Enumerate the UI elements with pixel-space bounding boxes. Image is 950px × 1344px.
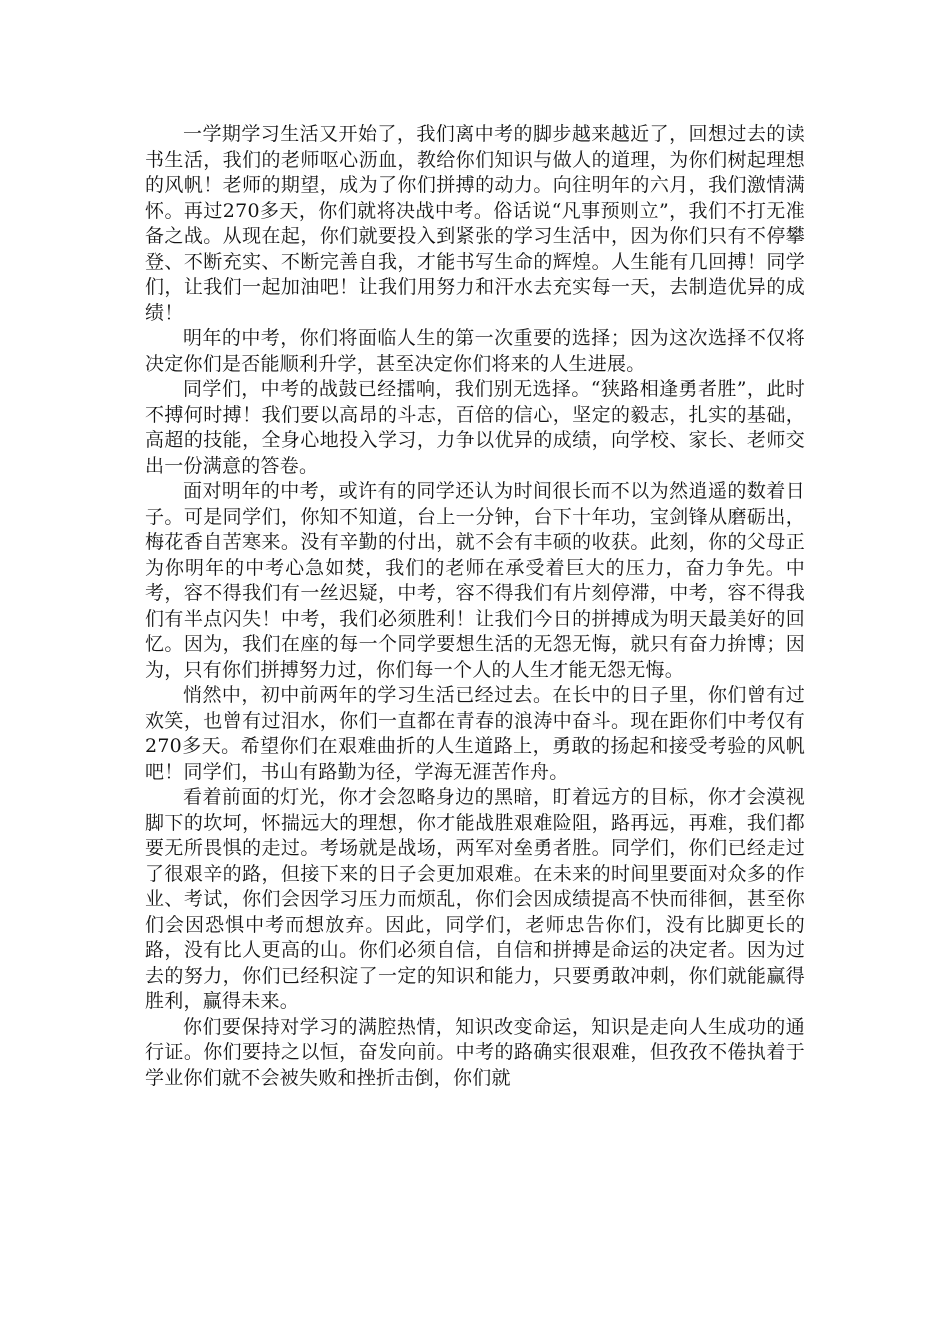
paragraph-5: 悄然中，初中前两年的学习生活已经过去。在长中的日子里，你们曾有过欢笑，也曾有过泪水，你们一直都在青春的浪涛中奋斗。现在距你们中考仅有270多天。希望你们在艰难曲折的人生道路上，勇敢的扬起和接受考验的风帆吧！同学们，书山有路勤为径，学海无涯苦作舟。 [145,684,805,783]
paragraph-4: 面对明年的中考，或许有的同学还认为时间很长而不以为然逍遥的数着日子。可是同学们，你知不知道，台上一分钟，台下十年功，宝剑锋从磨砺出，梅花香自苦寒来。没有辛勤的付出，就不会有丰硕的收获。此刻，你的父母正为你明年的中考心急如焚，我们的老师在承受着巨大的压力，奋力争先。中考，容不得我们有一丝迟疑，中考，容不得我们有片刻停滞，中考，容不得我们有半点闪失！中考，我们必须胜利！让我们今日的拼搏成为明天最美好的回忆。因为，我们在座的每一个同学要想生活的无怨无悔，就只有奋力拚博；因为，只有你们拼搏努力过，你们每一个人的人生才能无怨无悔。 [145,480,805,681]
paragraph-6: 看着前面的灯光，你才会忽略身边的黑暗，盯着远方的目标，你才会漠视脚下的坎坷，怀揣远大的理想，你才能战胜艰难险阻，路再远，再难，我们都要无所畏惧的走过。考场就是战场，两军对垒勇者胜。同学们，你们已经走过了很艰辛的路，但接下来的日子会更加艰难。在未来的时间里要面对众多的作业、考试，你们会因学习压力而烦乱，你们会因成绩提高不快而徘徊，甚至你们会因恐惧中考而想放弃。因此，同学们，老师忠告你们，没有比脚更长的路，没有比人更高的山。你们必须自信，自信和拼搏是命运的决定者。因为过去的努力，你们已经积淀了一定的知识和能力，只要勇敢冲刺，你们就能赢得胜利，赢得未来。 [145,786,805,1012]
paragraph-2: 明年的中考，你们将面临人生的第一次重要的选择；因为这次选择不仅将决定你们是否能顺利升学，甚至决定你们将来的人生进展。 [145,327,805,375]
paragraph-1: 一学期学习生活又开始了，我们离中考的脚步越来越近了，回想过去的读书生活，我们的老师呕心沥血，教给你们知识与做人的道理，为你们树起理想的风帆！老师的期望，成为了你们拼搏的动力。向往明年的六月，我们激情满怀。再过270多天，你们就将决战中考。俗话说“凡事预则立”，我们不打无准备之战。从现在起，你们就要投入到紧张的学习生活中，因为你们只有不停攀登、不断充实、不断完善自我，才能书写生命的辉煌。人生能有几回搏！同学们，让我们一起加油吧！让我们用努力和汗水去充实每一天，去制造优异的成绩！ [145,123,805,324]
paragraph-3: 同学们，中考的战鼓已经擂响，我们别无选择。“狭路相逢勇者胜”，此时不搏何时搏！我们要以高昂的斗志，百倍的信心，坚定的毅志，扎实的基础，高超的技能，全身心地投入学习，力争以优异的成绩，向学校、家长、老师交出一份满意的答卷。 [145,378,805,477]
paragraph-7: 你们要保持对学习的满腔热情，知识改变命运，知识是走向人生成功的通行证。你们要持之以恒，奋发向前。中考的路确实很艰难，但孜孜不倦执着于学业你们就不会被失败和挫折击倒，你们就 [145,1015,805,1089]
document-page [145,122,805,1091]
